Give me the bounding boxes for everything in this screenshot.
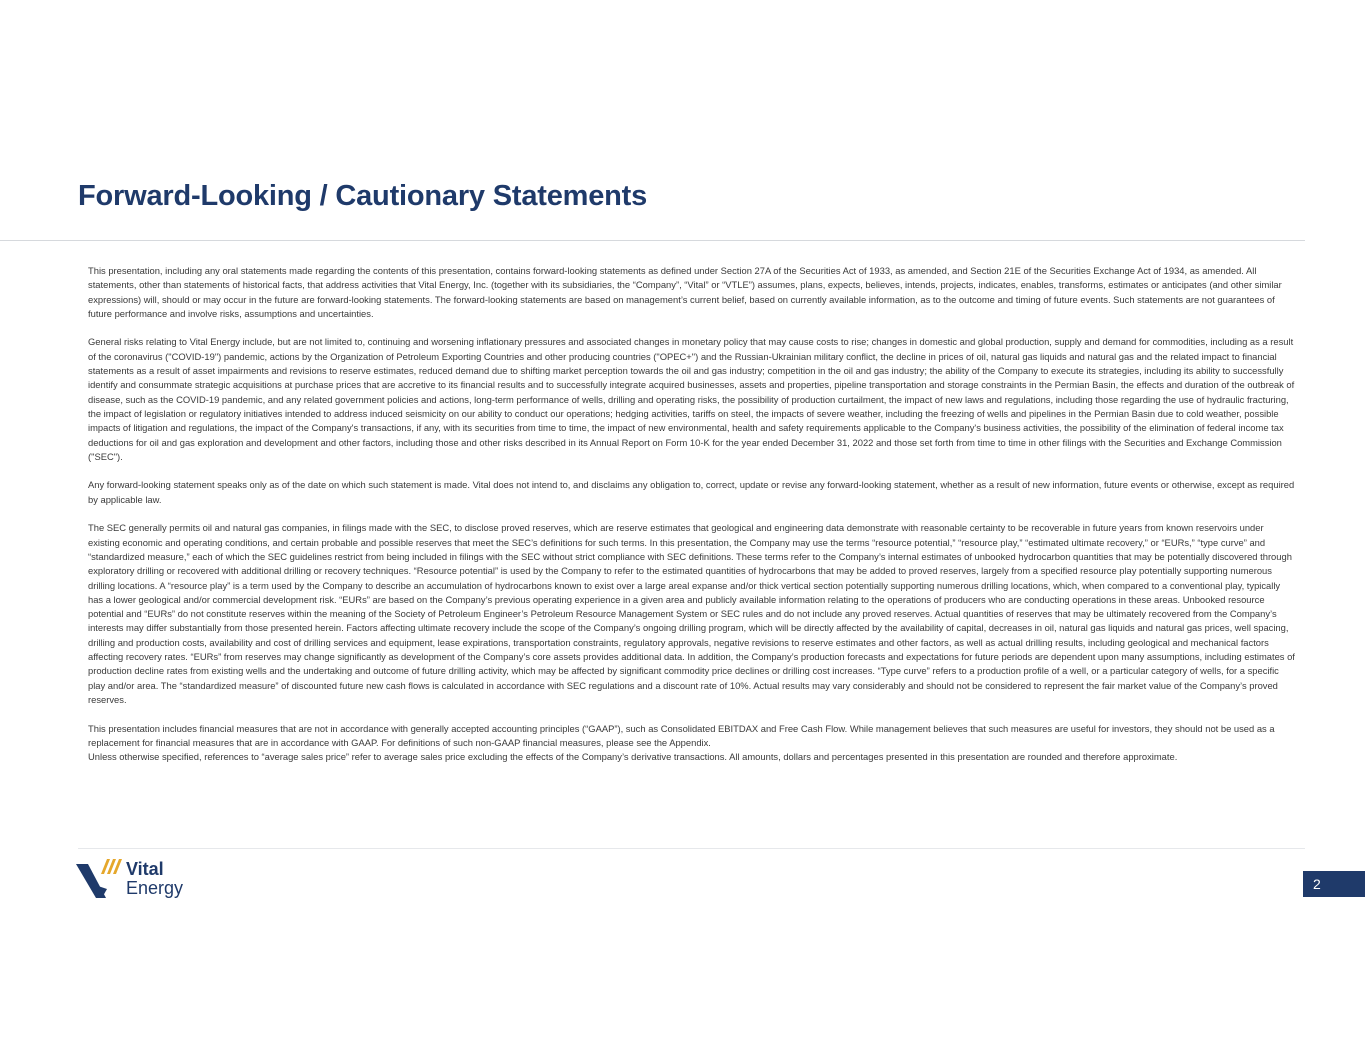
paragraph-sec-reserves: The SEC generally permits oil and natural gas companies, in filings made with the SEC, to disclose proved reserves, which are reserve estimates that geological and engineering data demonstrate with reasonable certainty to be recoverable in future years from known reservoirs under existing economic and operating conditions, and certain probable and possible reserves that meet the SEC’s definitions for such terms. In this presentation, the Company may use the terms “resource potential,” “resource play,” “estimated ultimate recovery,” or “EURs,” “type curve” and “standardized measure,” each of which the SEC guidelines restrict from being included in filings with the SEC without strict compliance with SEC definitions. These terms refer to the Company’s internal estimates of unbooked hydrocarbon quantities that may be potentially discovered through exploratory drilling or recovered with additional drilling or recovery techniques. “Resource potential” is used by the Company to refer to the estimated quantities of hydrocarbons that may be added to proved reserves, largely from a specified resource play potentially supporting numerous drilling locations. A “resource play” is a term used by the Company to describe an accumulation of hydrocarbons known to exist over a large areal expanse and/or thick vertical section potentially supporting numerous drilling locations, which, when compared to a conventional play, typically has a lower geological and/or commercial development risk. “EURs” are based on the Company’s previous operating experience in a given area and publicly available information relating to the operations of producers who are conducting operations in these areas. Unbooked resource potential and “EURs” do not constitute reserves within the meaning of the Society of Petroleum Engineer’s Petroleum Resource Management System or SEC rules and do not include any proved reserves. Actual quantities of reserves that may be ultimately recovered from the Company’s interests may differ substantially from those presented herein. Factors affecting ultimate recovery include the scope of the Company’s ongoing drilling program, which will be directly affected by the availability of capital, decreases in oil, natural gas liquids and natural gas prices, well spacing, drilling and production costs, availability and cost of drilling services and equipment, lease expirations, transportation constraints, regulatory approvals, negative revisions to reserve estimates and other factors, as well as actual drilling results, including geological and mechanical factors affecting recovery rates. “EURs” from reserves may change significantly as development of the Company’s core assets provides additional data. In addition, the Company’s production forecasts and expectations for future periods are dependent upon many assumptions, including estimates of production decline rates from existing wells and the undertaking and outcome of future drilling activity, which may be affected by significant commodity price declines or drilling cost increases. “Type curve” refers to a production profile of a well, or a particular category of wells, for a specific play and/or area. The “standardized measure” of discounted future new cash flows is calculated in accordance with SEC regulations and a discount rate of 10%. Actual results may vary considerably and should not be considered to represent the fair market value of the Company’s proved reserves. xyxy=(88,522,1295,705)
logo-text-vital: Vital xyxy=(126,859,164,879)
title-divider xyxy=(0,240,1305,241)
page-title: Forward-Looking / Cautionary Statements xyxy=(78,180,648,212)
paragraph-general-risks: General risks relating to Vital Energy include, but are not limited to, continuing and worsening inflationary pressures and associated changes in monetary policy that may cause costs to rise; changes in domestic and global production, supply and demand for commodities, including as a result of the coronavirus ("COVID-19") pandemic, actions by the Organization of Petroleum Exporting Countries and other producing countries ("OPEC+") and the Russian-Ukrainian military conflict, the decline in prices of oil, natural gas liquids and natural gas and the related impact to financial statements as a result of asset impairments and revisions to reserve estimates, reduced demand due to shifting market perception towards the oil and gas industry; competition in the oil and gas industry; the ability of the Company to execute its strategies, including its ability to successfully identify and consummate strategic acquisitions at purchase prices that are accretive to its financial results and to successfully integrate acquired businesses, assets and properties, pipeline transportation and storage constraints in the Permian Basin, the effects and duration of the outbreak of disease, such as the COVID-19 pandemic, and any related government policies and actions, long-term performance of wells, drilling and operating risks, the possibility of production curtailment, the impact of new laws and regulations, including those regarding the use of hydraulic fracturing, the impact of legislation or regulatory initiatives intended to address induced seismicity on our ability to conduct our operations; hedging activities, tariffs on steel, the impacts of severe weather, including the freezing of wells and pipelines in the Permian Basin due to cold weather, possible impacts of litigation and regulations, the impact of the Company's transactions, if any, with its securities from time to time, the impact of new environmental, health and safety requirements applicable to the Company's business activities, the possibility of the elimination of federal income tax deductions for oil and gas exploration and development and other factors, including those and other risks described in its Annual Report on Form 10-K for the year ended December 31, 2022 and those set forth from time to time in other filings with the Securities and Exchange Commission ("SEC"). xyxy=(88,336,1295,462)
vital-energy-logo-icon xyxy=(76,856,126,900)
company-logo xyxy=(76,856,206,902)
disclaimer-body xyxy=(88,264,1296,779)
paragraph-average-sales-price: Unless otherwise specified, references to “average sales price” refer to average sales price excluding the effects of the Company’s derivative transactions. All amounts, dollars and percentages presented in this presentation are rounded and therefore approximate. xyxy=(88,751,1178,763)
footer-divider xyxy=(78,848,1305,849)
paragraph-forward-looking: This presentation, including any oral statements made regarding the contents of this presentation, contains forward-looking statements as defined under Section 27A of the Securities Act of 1933, as amended, and Section 21E of the Securities Exchange Act of 1934, as amended. All statements, other than statements of historical facts, that address activities that Vital Energy, Inc. (together with its subsidiaries, the “Company”, “Vital” or “VTLE”) assumes, plans, expects, believes, intends, projects, indicates, enables, transforms, estimates or anticipates (and other similar expressions) will, should or may occur in the future are forward-looking statements. The forward-looking statements are based on management’s current belief, based on currently available information, as to the outcome and timing of future events. Such statements are not guarantees of future performance and involve risks, assumptions and uncertainties. xyxy=(88,265,1282,319)
paragraph-non-gaap: This presentation includes financial measures that are not in accordance with generally accepted accounting principles (“GAAP”), such as Consolidated EBITDAX and Free Cash Flow. While management believes that such measures are useful for investors, they should not be used as a replacement for financial measures that are in accordance with GAAP. For definitions of such non-GAAP financial measures, please see the Appendix. xyxy=(88,722,1275,748)
logo-text-energy: Energy xyxy=(126,878,184,898)
paragraph-statement-date: Any forward-looking statement speaks only as of the date on which such statement is made. Vital does not intend to, and disclaims any obligation to, correct, update or revise any forward-looking statement, whether as a result of new information, future events or otherwise, except as required by applicable law. xyxy=(88,479,1295,505)
page-number-badge: 2 xyxy=(1303,871,1365,897)
